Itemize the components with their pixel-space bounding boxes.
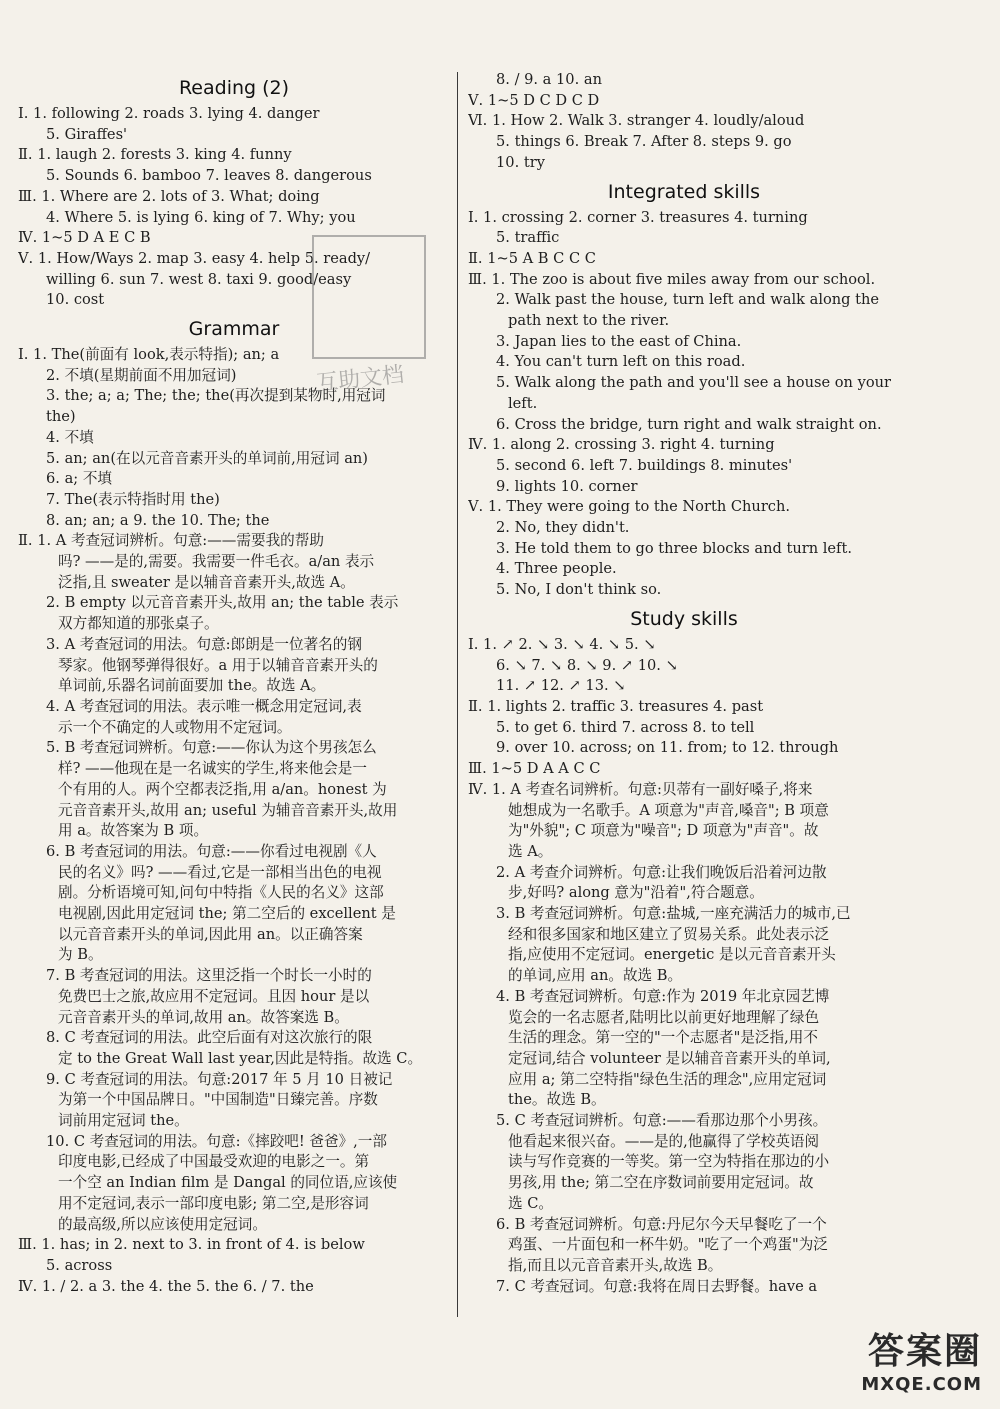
answer-line: 10. cost: [46, 291, 105, 309]
answer-line: 5. Sounds 6. bamboo 7. leaves 8. dangerous: [46, 167, 372, 185]
answer-line: 免费巴士之旅,故应用不定冠词。且因 hour 是以: [58, 987, 370, 1005]
answer-line: 5. things 6. Break 7. After 8. steps 9. go: [496, 133, 792, 151]
answer-line: willing 6. sun 7. west 8. taxi 9. good/easy: [46, 270, 352, 288]
answer-line: 他看起来很兴奋。——是的,他赢得了学校英语阅: [508, 1132, 820, 1150]
answer-line: 元音音素开头,故用 an; useful 为辅音音素开头,故用: [58, 801, 398, 819]
answer-line: Ⅲ. 1. Where are 2. lots of 3. What; doing: [18, 187, 320, 205]
answer-line: 2. A 考查介词辨析。句意:让我们晚饭后沿着河边散: [496, 863, 827, 881]
section-title: Reading (2): [178, 77, 290, 99]
stamp-mark: [312, 235, 426, 359]
answer-line: 剧。分析语境可知,问句中特指《人民的名义》这部: [58, 884, 384, 902]
answer-line: 10. try: [496, 153, 545, 171]
answer-line: 5. C 考查冠词辨析。句意:——看那边那个小男孩。: [496, 1112, 828, 1130]
answer-line: 示一个不确定的人或物用不定冠词。: [58, 718, 292, 736]
answer-line: 民的名义》吗? ——看过,它是一部相当出色的电视: [58, 863, 382, 881]
answer-line: Ⅴ. 1~5 D C D C D: [468, 91, 600, 109]
site-watermark: [861, 1323, 982, 1395]
answer-line: 4. You can't turn left on this road.: [496, 353, 746, 371]
answer-line: 为第一个中国品牌日。"中国制造"日臻完善。序数: [58, 1091, 378, 1109]
answer-line: 9. lights 10. corner: [496, 477, 638, 495]
answer-line: 6. ↘ 7. ↘ 8. ↘ 9. ↗ 10. ↘: [496, 656, 678, 674]
answer-line: 8. C 考查冠词的用法。此空后面有对这次旅行的限: [46, 1029, 373, 1047]
answer-line: 以元音音素开头的单词,因此用 an。以正确答案: [58, 925, 363, 943]
answer-line: 个有用的人。两个空都表泛指,用 a/an。honest 为: [58, 780, 387, 798]
answer-line: 她想成为一名歌手。A 项意为"声音,嗓音"; B 项意: [508, 801, 829, 819]
section-title: Study skills: [630, 607, 738, 630]
answer-line: 2. B empty 以元音音素开头,故用 an; the table 表示: [46, 594, 399, 612]
answer-line: 5. second 6. left 7. buildings 8. minutes': [496, 456, 793, 474]
answer-line: path next to the river.: [508, 312, 670, 330]
answer-line: 样? ——他现在是一名诚实的学生,将来他会是一: [58, 760, 367, 778]
answer-line: 5. B 考查冠词辨析。句意:——你认为这个男孩怎么: [46, 739, 377, 757]
answer-line: Ⅱ. 1~5 A B C C C: [468, 249, 596, 267]
answer-line: 鸡蛋、一片面包和一杯牛奶。"吃了一个鸡蛋"为泛: [508, 1236, 828, 1254]
answer-line: 6. Cross the bridge, turn right and walk straight on.: [496, 415, 882, 433]
answer-line: 3. Japan lies to the east of China.: [496, 332, 742, 350]
answer-line: 5. Walk along the path and you'll see a house on your: [496, 374, 891, 392]
answer-line: 生活的理念。第一空的"一个志愿者"是泛指,用不: [508, 1029, 818, 1047]
answer-line: 5. an; an(在以元音音素开头的单词前,用冠词 an): [46, 449, 368, 467]
answer-line: 5. across: [46, 1256, 113, 1274]
answer-line: 览会的一名志愿者,陆明比以前更好地理解了绿色: [508, 1008, 820, 1026]
answer-line: 9. C 考查冠词的用法。句意:2017 年 5 月 10 日被记: [46, 1070, 393, 1088]
answer-line: 吗? ——是的,需要。我需要一件毛衣。a/an 表示: [58, 553, 375, 571]
column-divider: [457, 72, 458, 1317]
answer-line: 用 a。故答案为 B 项。: [58, 822, 209, 840]
answer-line: 男孩,用 the; 第二空在序数词前要用定冠词。故: [508, 1174, 814, 1192]
answer-line: 6. B 考查冠词的用法。句意:——你看过电视剧《人: [46, 842, 377, 860]
answer-line: 指,而且以元音音素开头,故选 B。: [508, 1256, 723, 1274]
answer-line: 4. A 考查冠词的用法。表示唯一概念用定冠词,表: [46, 697, 362, 715]
answer-line: 一个空 an Indian film 是 Dangal 的同位语,应该使: [58, 1174, 398, 1192]
answer-line: 定 to the Great Wall last year,因此是特指。故选 C。: [58, 1049, 423, 1067]
answer-line: 印度电影,已经成了中国最受欢迎的电影之一。第: [58, 1153, 370, 1171]
answer-line: 7. C 考查冠词。句意:我将在周日去野餐。have a: [496, 1277, 818, 1295]
answer-line: Ⅳ. 1. A 考查名词辨析。句意:贝蒂有一副好嗓子,将来: [468, 780, 813, 798]
answer-line: 2. 不填(星期前面不用加冠词): [46, 366, 237, 384]
answer-line: 6. B 考查冠词辨析。句意:丹尼尔今天早餐吃了一个: [496, 1215, 827, 1233]
answer-line: 3. the; a; a; The; the; the(再次提到某物时,用冠词: [46, 387, 386, 405]
stamp-text: 互助文档: [315, 362, 406, 397]
answer-line: Ⅰ. 1. following 2. roads 3. lying 4. danger: [18, 105, 320, 122]
answer-line: 应用 a; 第二空特指"绿色生活的理念",应用定冠词: [508, 1070, 827, 1088]
answer-line: 3. He told them to go three blocks and turn left.: [496, 539, 852, 557]
answer-line: 步,好吗? along 意为"沿着",符合题意。: [508, 884, 764, 902]
answer-line: Ⅰ. 1. crossing 2. corner 3. treasures 4. turning: [468, 208, 808, 226]
answer-line: 定冠词,结合 volunteer 是以辅音音素开头的单词,: [508, 1049, 831, 1067]
answer-line: 经和很多国家和地区建立了贸易关系。此处表示泛: [508, 925, 830, 943]
answer-line: Ⅱ. 1. A 考查冠词辨析。句意:——需要我的帮助: [18, 532, 324, 550]
answer-line: left.: [508, 394, 538, 412]
answer-line: 8. an; an; a 9. the 10. The; the: [46, 511, 270, 529]
answer-line: 10. C 考查冠词的用法。句意:《摔跤吧! 爸爸》,一部: [46, 1132, 387, 1150]
answer-line: 7. B 考查冠词的用法。这里泛指一个时长一小时的: [46, 967, 372, 985]
answer-line: 3. A 考查冠词的用法。句意:郎朗是一位著名的钢: [46, 635, 362, 653]
answer-line: 电视剧,因此用定冠词 the; 第二空后的 excellent 是: [58, 905, 396, 923]
answer-line: 选 A。: [508, 842, 553, 860]
answer-line: 2. No, they didn't.: [496, 519, 630, 537]
answer-line: Ⅱ. 1. lights 2. traffic 3. treasures 4. past: [468, 697, 764, 715]
answer-line: Ⅳ. 1. / 2. a 3. the 4. the 5. the 6. / 7. the: [18, 1277, 314, 1295]
watermark-logo: 答案圈: [867, 1331, 982, 1372]
answer-line: 琴家。他钢琴弹得很好。a 用于以辅音音素开头的: [58, 656, 378, 674]
answer-line: Ⅴ. 1. They were going to the North Church.: [468, 498, 791, 516]
answer-line: 5. No, I don't think so.: [496, 581, 662, 599]
answer-line: 9. over 10. across; on 11. from; to 12. through: [496, 739, 839, 757]
answer-line: 泛指,且 sweater 是以辅音音素开头,故选 A。: [58, 573, 355, 591]
answer-line: 4. Where 5. is lying 6. king of 7. Why; you: [46, 208, 356, 226]
answer-line: 7. The(表示特指时用 the): [46, 490, 220, 508]
answer-line: 4. B 考查冠词辨析。句意:作为 2019 年北京园艺博: [496, 987, 830, 1005]
answer-line: Ⅴ. 1. How/Ways 2. map 3. easy 4. help 5. ready/: [18, 249, 371, 267]
section-title: Grammar: [188, 318, 280, 341]
answer-line: 指,应使用不定冠词。energetic 是以元音音素开头: [508, 946, 836, 964]
answer-line: Ⅵ. 1. How 2. Walk 3. stranger 4. loudly/aloud: [468, 112, 805, 130]
answer-line: Ⅲ. 1. has; in 2. next to 3. in front of 4. is below: [18, 1236, 365, 1254]
answer-line: 选 C。: [508, 1194, 553, 1212]
section-title: Integrated skills: [607, 180, 761, 203]
answer-line: 为 B。: [58, 946, 103, 964]
answer-line: Ⅲ. 1. The zoo is about five miles away from our school.: [468, 270, 876, 288]
answer-line: Ⅰ. 1. The(前面有 look,表示特指); an; a: [18, 346, 280, 364]
answer-line: 5. to get 6. third 7. across 8. to tell: [496, 718, 755, 736]
answer-line: 6. a; 不填: [46, 470, 113, 488]
answer-line: 3. B 考查冠词辨析。句意:盐城,一座充满活力的城市,已: [496, 905, 851, 923]
answer-line: Ⅳ. 1. along 2. crossing 3. right 4. turning: [468, 436, 775, 454]
answer-line: Ⅰ. 1. ↗ 2. ↘ 3. ↘ 4. ↘ 5. ↘: [468, 635, 656, 653]
answer-line: 为"外貌"; C 项意为"噪音"; D 项意为"声音"。故: [508, 822, 819, 840]
answer-line: 8. / 9. a 10. an: [496, 71, 602, 88]
answer-line: the。故选 B。: [508, 1091, 606, 1109]
answer-line: Ⅱ. 1. laugh 2. forests 3. king 4. funny: [18, 146, 292, 164]
answer-line: Ⅳ. 1~5 D A E C B: [18, 229, 151, 247]
answer-line: 5. Giraffes': [46, 125, 128, 143]
answer-line: 读与写作竞赛的一等奖。第一空为特指在那边的小: [508, 1153, 830, 1171]
answer-line: 用不定冠词,表示一部印度电影; 第二空,是形容词: [58, 1194, 369, 1212]
right-column: [468, 70, 900, 1297]
answer-line: 4. Three people.: [496, 560, 617, 578]
watermark-url: MXQE.COM: [861, 1374, 982, 1395]
answer-line: 11. ↗ 12. ↗ 13. ↘: [496, 677, 626, 695]
answer-line: 5. traffic: [496, 229, 560, 247]
answer-line: 双方都知道的那张桌子。: [58, 615, 219, 633]
answer-line: 的最高级,所以应该使用定冠词。: [58, 1215, 267, 1233]
answer-line: 词前用定冠词 the。: [58, 1112, 189, 1130]
answer-line: Ⅲ. 1~5 D A A C C: [468, 760, 601, 778]
answer-line: 2. Walk past the house, turn left and walk along the: [496, 291, 880, 309]
answer-line: 元音音素开头的单词,故用 an。故答案选 B。: [58, 1008, 349, 1026]
answer-line: 单词前,乐器名词前面要加 the。故选 A。: [58, 677, 326, 695]
answer-line: the): [46, 408, 76, 426]
answer-line: 4. 不填: [46, 428, 94, 446]
answer-line: 的单词,应用 an。故选 B。: [508, 967, 683, 985]
